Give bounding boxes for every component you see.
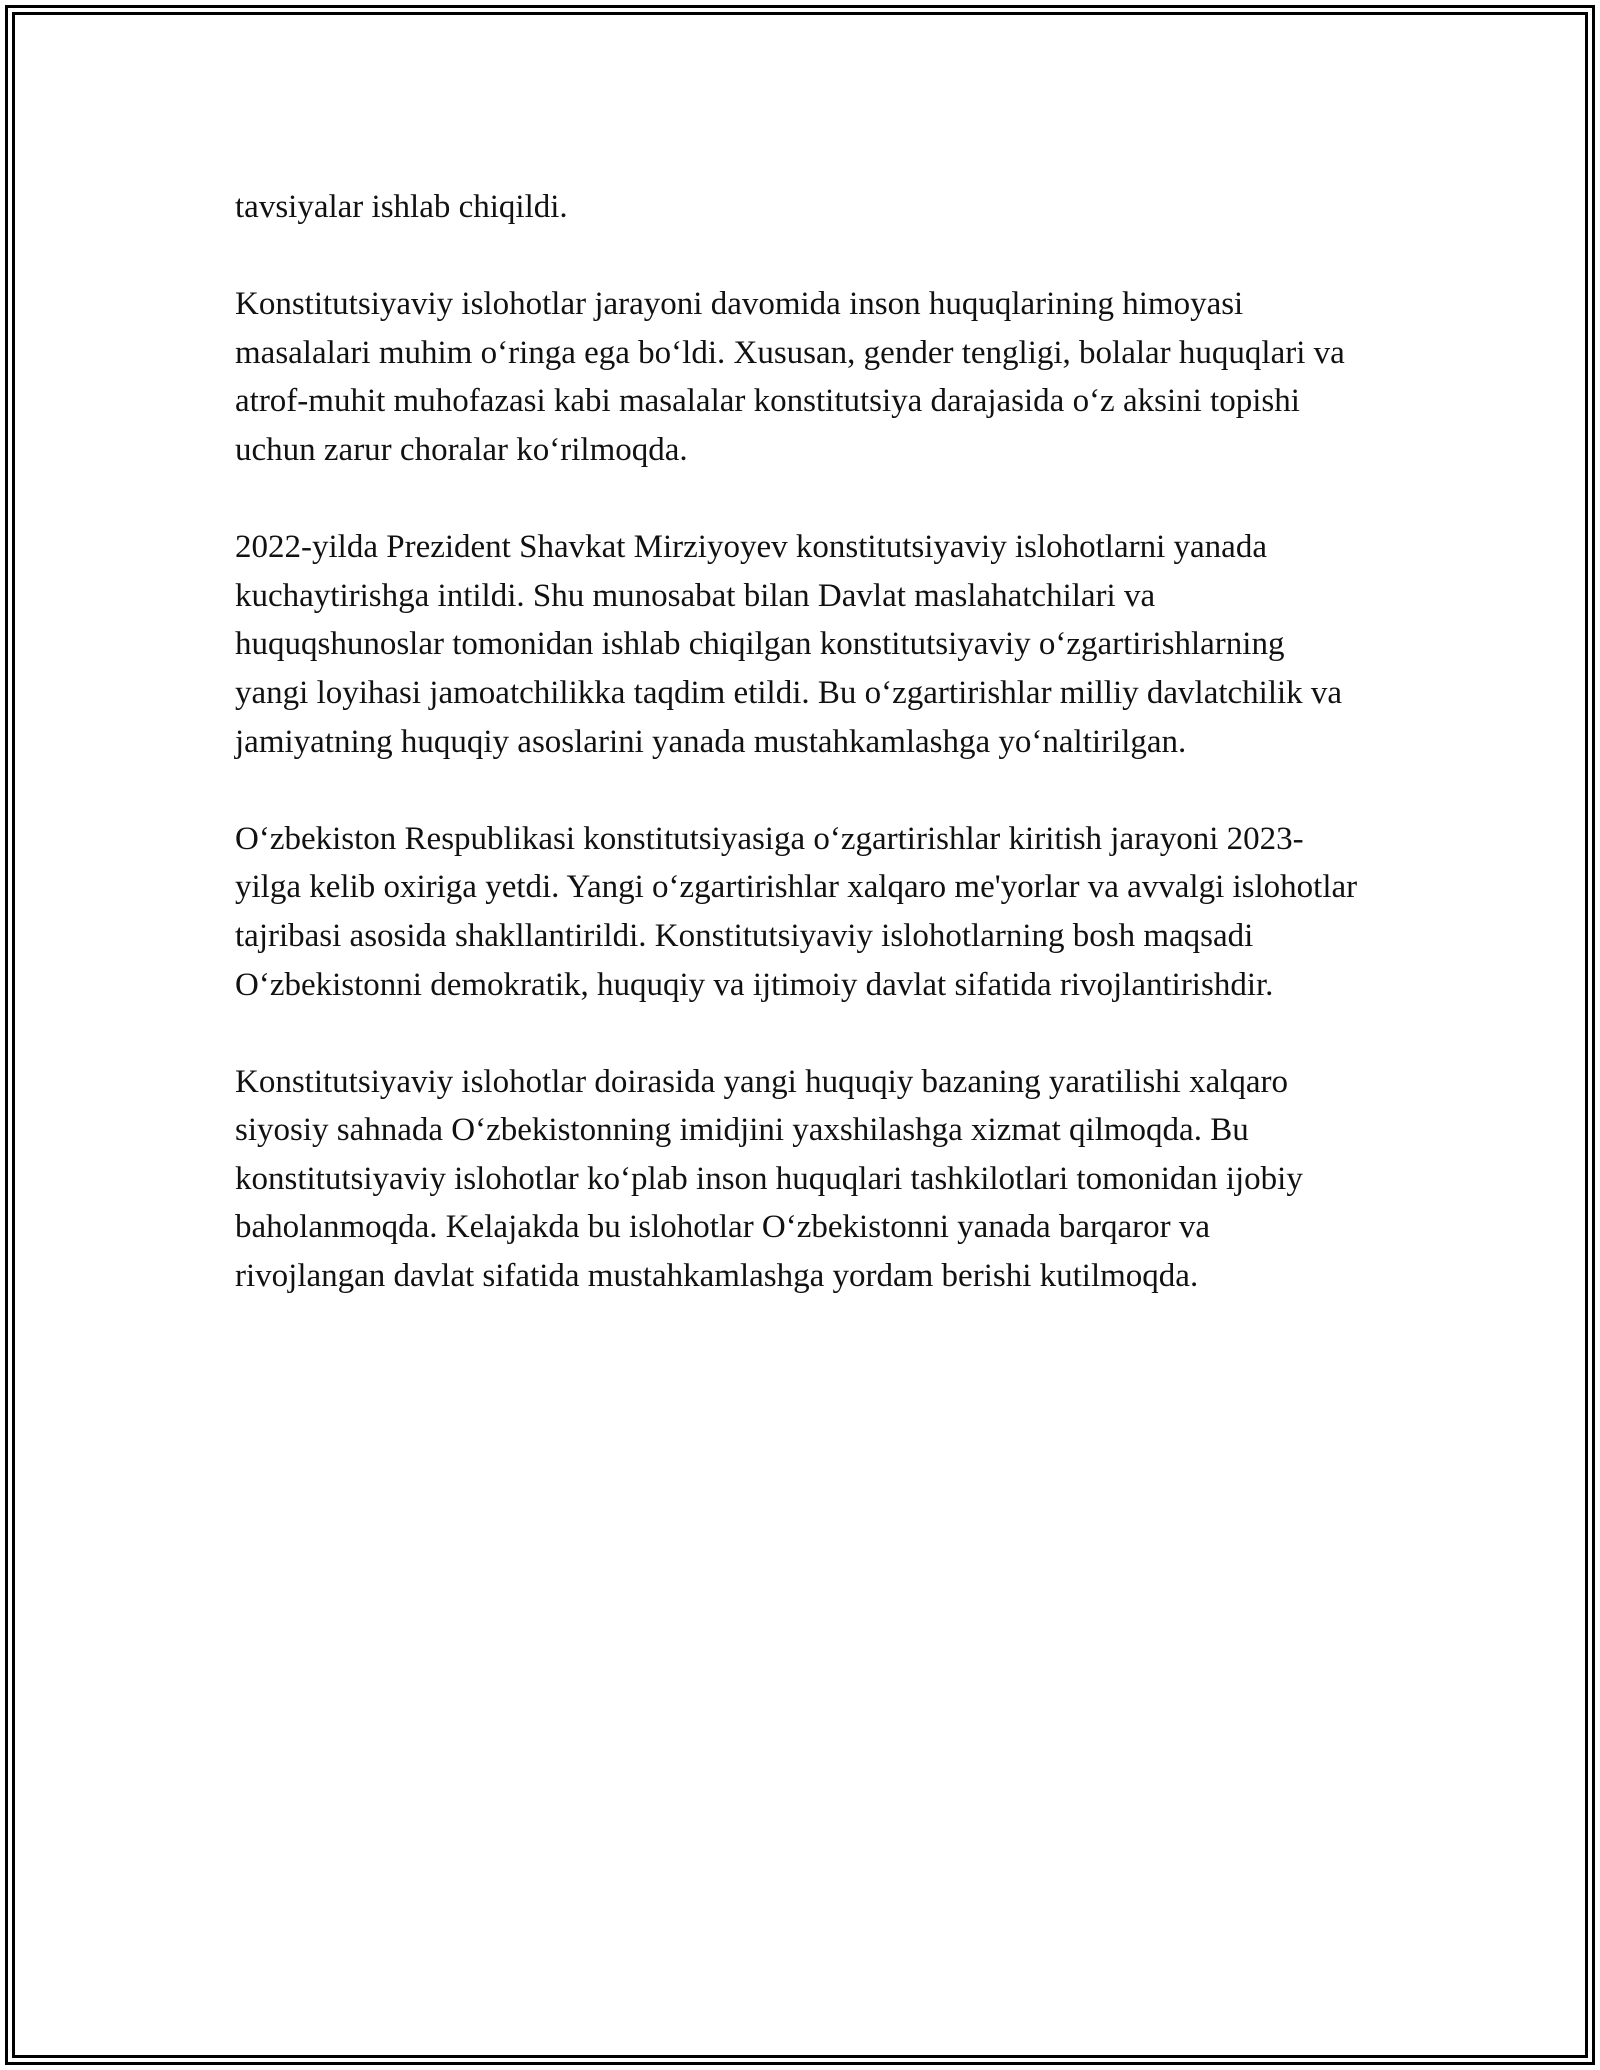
paragraph-4: O‘zbekiston Respublikasi konstitutsiyasiga o‘zgartirishlar kiritish jarayoni 2023-yilga kelib oxiriga yetdi. Yangi o‘zgartirishlar xalqaro me'yorlar va avvalgi islohotlar tajribasi asosida shakllantirildi. Konstitutsiyaviy islohotlarning bosh maqsadi O‘zbekistonni demokratik, huquqiy va ijtimoiy davlat sifatida rivojlantirishdir. xyxy=(235,820,1358,1003)
paragraph-2: Konstitutsiyaviy islohotlar jarayoni davomida inson huquqlarining himoyasi masalalari muhim o‘ringa ega bo‘ldi. Xususan, gender tengligi, bolalar huquqlari va atrof-muhit muhofazasi kabi masalalar konstitutsiya darajasida o‘z aksini topishi uchun zarur choralar ko‘rilmoqda. xyxy=(235,286,1345,468)
paragraph-5: Konstitutsiyaviy islohotlar doirasida yangi huquqiy bazaning yaratilishi xalqaro siyosiy sahnada O‘zbekistonning imidjini yaxshilashga xizmat qilmoqda. Bu konstitutsiyaviy islohotlar ko‘plab inson huquqlari tashkilotlari tomonidan ijobiy baholanmoqda. Kelajakda bu islohotlar O‘zbekistonni yanada barqaror va rivojlangan davlat sifatida mustahkamlashga yordam berishi kutilmoqda. xyxy=(235,1063,1303,1295)
paragraph-3: 2022-yilda Prezident Shavkat Mirziyoyev konstitutsiyaviy islohotlarni yanada kuchaytirishga intildi. Shu munosabat bilan Davlat maslahatchilari va huquqshunoslar tomonidan ishlab chiqilgan konstitutsiyaviy o‘zgartirishlarning yangi loyihasi jamoatchilikka taqdim etildi. Bu o‘zgartirishlar milliy davlatchilik va jamiyatning huquqiy asoslarini yanada mustahkamlashga yo‘naltirilgan. xyxy=(235,529,1343,760)
document-body xyxy=(235,183,1365,1301)
paragraph-1: tavsiyalar ishlab chiqildi. xyxy=(235,189,568,225)
